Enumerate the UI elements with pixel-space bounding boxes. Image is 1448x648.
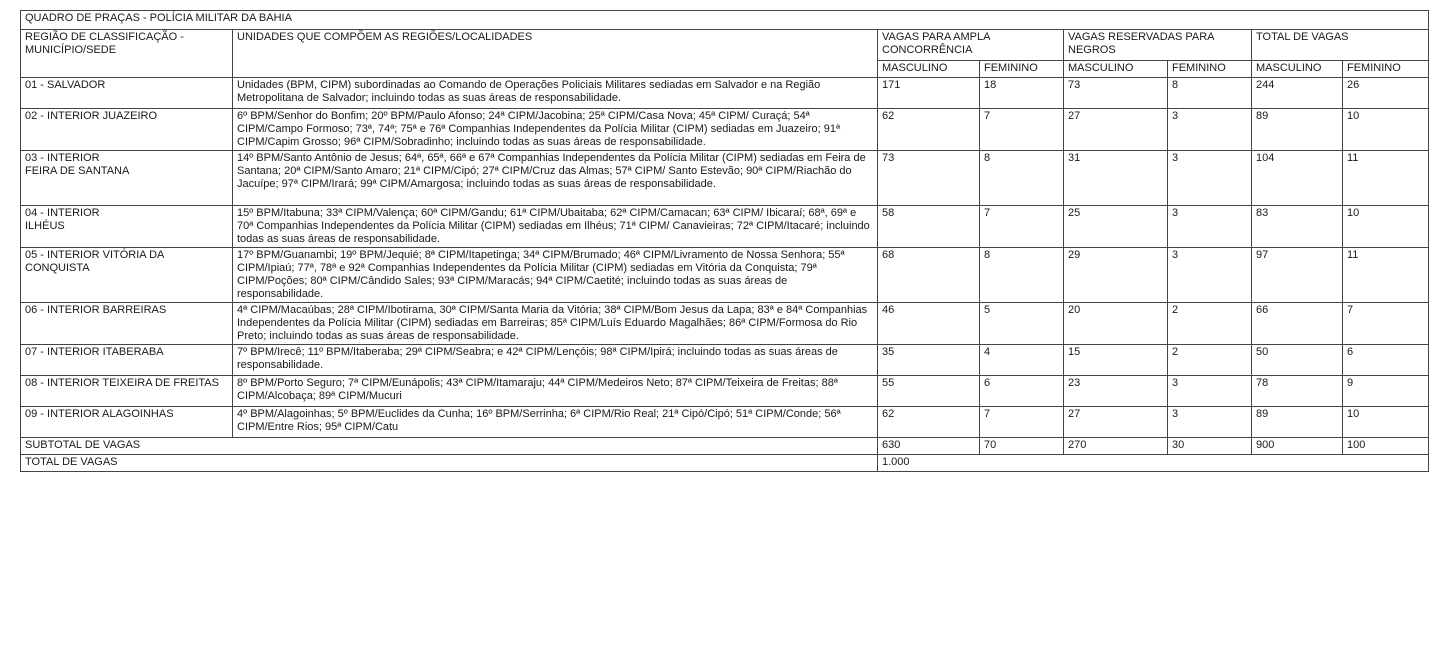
- vagas-value-cell: 66: [1252, 303, 1343, 345]
- units-cell: 14º BPM/Santo Antônio de Jesus; 64ª, 65ª, 66ª e 67ª Companhias Independentes da Polícia Militar (CIPM) sediadas em Feira de Santana; 20ª CIPM/Santo Amaro; 21ª CIPM/Cipó; 27ª CIPM/Cruz das Almas; 57ª CIPM/ Santo Estevão; 90ª CIPM/Riachão do Jacuípe; 97ª CIPM/Irará; 99ª CIPM/Amargosa; incluindo todas as suas áreas de responsabilidade.: [233, 151, 878, 206]
- header-row: [21, 30, 1429, 61]
- vagas-value-cell: 55: [878, 376, 980, 407]
- subtotal-row: [21, 438, 1429, 455]
- vagas-value-cell: 31: [1064, 151, 1168, 206]
- vagas-value-cell: 73: [878, 151, 980, 206]
- subtotal-value-cell: 630: [878, 438, 980, 455]
- vagas-value-cell: 7: [980, 407, 1064, 438]
- subtotal-label: SUBTOTAL DE VAGAS: [21, 438, 878, 455]
- vagas-value-cell: 89: [1252, 109, 1343, 151]
- vagas-value-cell: 29: [1064, 248, 1168, 303]
- units-cell: 15º BPM/Itabuna; 33ª CIPM/Valença; 60ª CIPM/Gandu; 61ª CIPM/Ubaitaba; 62ª CIPM/Camacan; 63ª CIPM/ Ibicaraí; 68ª, 69ª e 70ª Companhias Independentes da Polícia Militar (CIPM) sediadas em Ilhéus; 71ª CIPM/ Canavieiras; 72ª CIPM/Itacaré; incluindo todas as suas áreas de responsabilidade.: [233, 206, 878, 248]
- units-cell: Unidades (BPM, CIPM) subordinadas ao Comando de Operações Policiais Militares sediadas em Salvador e na Região Metropolitana de Salvador; incluindo todas as suas áreas de responsabilidade.: [233, 78, 878, 109]
- region-cell: 01 - SALVADOR: [21, 78, 233, 109]
- vagas-value-cell: 20: [1064, 303, 1168, 345]
- subheader-masculino: MASCULINO: [1252, 61, 1343, 78]
- vagas-value-cell: 5: [980, 303, 1064, 345]
- subtotal-value-cell: 70: [980, 438, 1064, 455]
- vagas-value-cell: 10: [1343, 109, 1429, 151]
- subheader-masculino: MASCULINO: [878, 61, 980, 78]
- subheader-feminino: FEMININO: [980, 61, 1064, 78]
- vagas-value-cell: 4: [980, 345, 1064, 376]
- region-cell: 07 - INTERIOR ITABERABA: [21, 345, 233, 376]
- vagas-value-cell: 7: [1343, 303, 1429, 345]
- vagas-value-cell: 8: [980, 248, 1064, 303]
- header-reservadas-negros: VAGAS RESERVADAS PARA NEGROS: [1064, 30, 1252, 61]
- vagas-value-cell: 3: [1168, 109, 1252, 151]
- table-row: [21, 376, 1429, 407]
- table-row: [21, 345, 1429, 376]
- vagas-value-cell: 244: [1252, 78, 1343, 109]
- region-cell: 02 - INTERIOR JUAZEIRO: [21, 109, 233, 151]
- units-cell: 7º BPM/Irecê; 11º BPM/Itaberaba; 29ª CIPM/Seabra; e 42ª CIPM/Lençóis; 98ª CIPM/Ipirá; incluindo todas as suas áreas de responsabilidade.: [233, 345, 878, 376]
- vagas-value-cell: 11: [1343, 151, 1429, 206]
- vagas-value-cell: 11: [1343, 248, 1429, 303]
- vagas-value-cell: 25: [1064, 206, 1168, 248]
- vagas-value-cell: 27: [1064, 109, 1168, 151]
- region-cell: 05 - INTERIOR VITÓRIA DA CONQUISTA: [21, 248, 233, 303]
- subheader-feminino: FEMININO: [1168, 61, 1252, 78]
- vagas-value-cell: 73: [1064, 78, 1168, 109]
- vagas-value-cell: 104: [1252, 151, 1343, 206]
- vagas-value-cell: 89: [1252, 407, 1343, 438]
- vagas-value-cell: 58: [878, 206, 980, 248]
- units-cell: 8º BPM/Porto Seguro; 7ª CIPM/Eunápolis; 43ª CIPM/Itamaraju; 44ª CIPM/Medeiros Neto; 87ª CIPM/Teixeira de Freitas; 88ª CIPM/Alcobaça; 89ª CIPM/Mucuri: [233, 376, 878, 407]
- vagas-value-cell: 35: [878, 345, 980, 376]
- vagas-value-cell: 83: [1252, 206, 1343, 248]
- vagas-value-cell: 27: [1064, 407, 1168, 438]
- vagas-value-cell: 3: [1168, 407, 1252, 438]
- vagas-value-cell: 7: [980, 109, 1064, 151]
- vagas-value-cell: 3: [1168, 376, 1252, 407]
- header-ampla-concorrencia: VAGAS PARA AMPLA CONCORRÊNCIA: [878, 30, 1064, 61]
- vagas-value-cell: 23: [1064, 376, 1168, 407]
- vagas-value-cell: 3: [1168, 206, 1252, 248]
- region-cell: 09 - INTERIOR ALAGOINHAS: [21, 407, 233, 438]
- table-row: [21, 206, 1429, 248]
- region-cell: 04 - INTERIOR ILHÉUS: [21, 206, 233, 248]
- title-row: [21, 11, 1429, 30]
- total-value-cell: 1.000: [878, 455, 1429, 472]
- vagas-value-cell: 6: [980, 376, 1064, 407]
- table-row: [21, 407, 1429, 438]
- table-row: [21, 151, 1429, 206]
- vagas-value-cell: 68: [878, 248, 980, 303]
- subtotal-value-cell: 30: [1168, 438, 1252, 455]
- vagas-value-cell: 50: [1252, 345, 1343, 376]
- units-cell: 6º BPM/Senhor do Bonfim; 20º BPM/Paulo Afonso; 24ª CIPM/Jacobina; 25ª CIPM/Casa Nova; 45ª CIPM/ Curaçá; 54ª CIPM/Campo Formoso; 73ª, 74ª; 75ª e 76ª Companhias Independentes da Polícia Militar (CIPM) sediadas em Juazeiro; 91ª CIPM/Capim Grosso; 96ª CIPM/Sobradinho; incluindo todas as suas áreas de responsabilidade.: [233, 109, 878, 151]
- vagas-value-cell: 3: [1168, 248, 1252, 303]
- table-row: [21, 109, 1429, 151]
- table-row: [21, 78, 1429, 109]
- header-region: REGIÃO DE CLASSIFICAÇÃO - MUNICÍPIO/SEDE: [21, 30, 233, 78]
- units-cell: 4º BPM/Alagoinhas; 5º BPM/Euclides da Cunha; 16º BPM/Serrinha; 6ª CIPM/Rio Real; 21ª Cipó/Cipó; 51ª CIPM/Conde; 56ª CIPM/Entre Rios; 95ª CIPM/Catu: [233, 407, 878, 438]
- vagas-value-cell: 46: [878, 303, 980, 345]
- vagas-value-cell: 97: [1252, 248, 1343, 303]
- header-total-vagas: TOTAL DE VAGAS: [1252, 30, 1429, 61]
- vagas-value-cell: 6: [1343, 345, 1429, 376]
- vagas-value-cell: 3: [1168, 151, 1252, 206]
- total-row: [21, 455, 1429, 472]
- vagas-table: [20, 10, 1429, 472]
- vagas-value-cell: 10: [1343, 206, 1429, 248]
- table-row: [21, 248, 1429, 303]
- vagas-value-cell: 18: [980, 78, 1064, 109]
- header-units: UNIDADES QUE COMPÕEM AS REGIÕES/LOCALIDADES: [233, 30, 878, 78]
- subtotal-value-cell: 900: [1252, 438, 1343, 455]
- subtotal-value-cell: 270: [1064, 438, 1168, 455]
- table-row: [21, 303, 1429, 345]
- vagas-table-container: [20, 10, 1428, 472]
- vagas-value-cell: 2: [1168, 303, 1252, 345]
- region-cell: 03 - INTERIOR FEIRA DE SANTANA: [21, 151, 233, 206]
- units-cell: 17º BPM/Guanambi; 19º BPM/Jequié; 8ª CIPM/Itapetinga; 34ª CIPM/Brumado; 46ª CIPM/Livramento de Nossa Senhora; 55ª CIPM/Ipiaú; 77ª, 78ª e 92ª Companhias Independentes da Polícia Militar (CIPM) sediadas em Vitória da Conquista; 79ª CIPM/Poções; 80ª CIPM/Cândido Sales; 93ª CIPM/Maracás; 94ª CIPM/Caetité; incluindo todas as suas áreas de responsabilidade.: [233, 248, 878, 303]
- total-label: TOTAL DE VAGAS: [21, 455, 878, 472]
- subtotal-value-cell: 100: [1343, 438, 1429, 455]
- vagas-value-cell: 171: [878, 78, 980, 109]
- vagas-value-cell: 78: [1252, 376, 1343, 407]
- units-cell: 4ª CIPM/Macaúbas; 28ª CIPM/Ibotirama, 30ª CIPM/Santa Maria da Vitória; 38ª CIPM/Bom Jesus da Lapa; 83ª e 84ª Companhias Independentes da Polícia Militar (CIPM) sediadas em Barreiras; 85ª CIPM/Luís Eduardo Magalhães; 86ª CIPM/Formosa do Rio Preto; incluindo todas as suas áreas de responsabilidade.: [233, 303, 878, 345]
- vagas-value-cell: 26: [1343, 78, 1429, 109]
- region-cell: 08 - INTERIOR TEIXEIRA DE FREITAS: [21, 376, 233, 407]
- vagas-value-cell: 62: [878, 109, 980, 151]
- vagas-value-cell: 9: [1343, 376, 1429, 407]
- subheader-feminino: FEMININO: [1343, 61, 1429, 78]
- vagas-value-cell: 62: [878, 407, 980, 438]
- vagas-value-cell: 15: [1064, 345, 1168, 376]
- subheader-masculino: MASCULINO: [1064, 61, 1168, 78]
- vagas-value-cell: 7: [980, 206, 1064, 248]
- vagas-value-cell: 8: [980, 151, 1064, 206]
- table-title: QUADRO DE PRAÇAS - POLÍCIA MILITAR DA BAHIA: [21, 11, 1429, 30]
- vagas-value-cell: 2: [1168, 345, 1252, 376]
- vagas-value-cell: 8: [1168, 78, 1252, 109]
- region-cell: 06 - INTERIOR BARREIRAS: [21, 303, 233, 345]
- vagas-value-cell: 10: [1343, 407, 1429, 438]
